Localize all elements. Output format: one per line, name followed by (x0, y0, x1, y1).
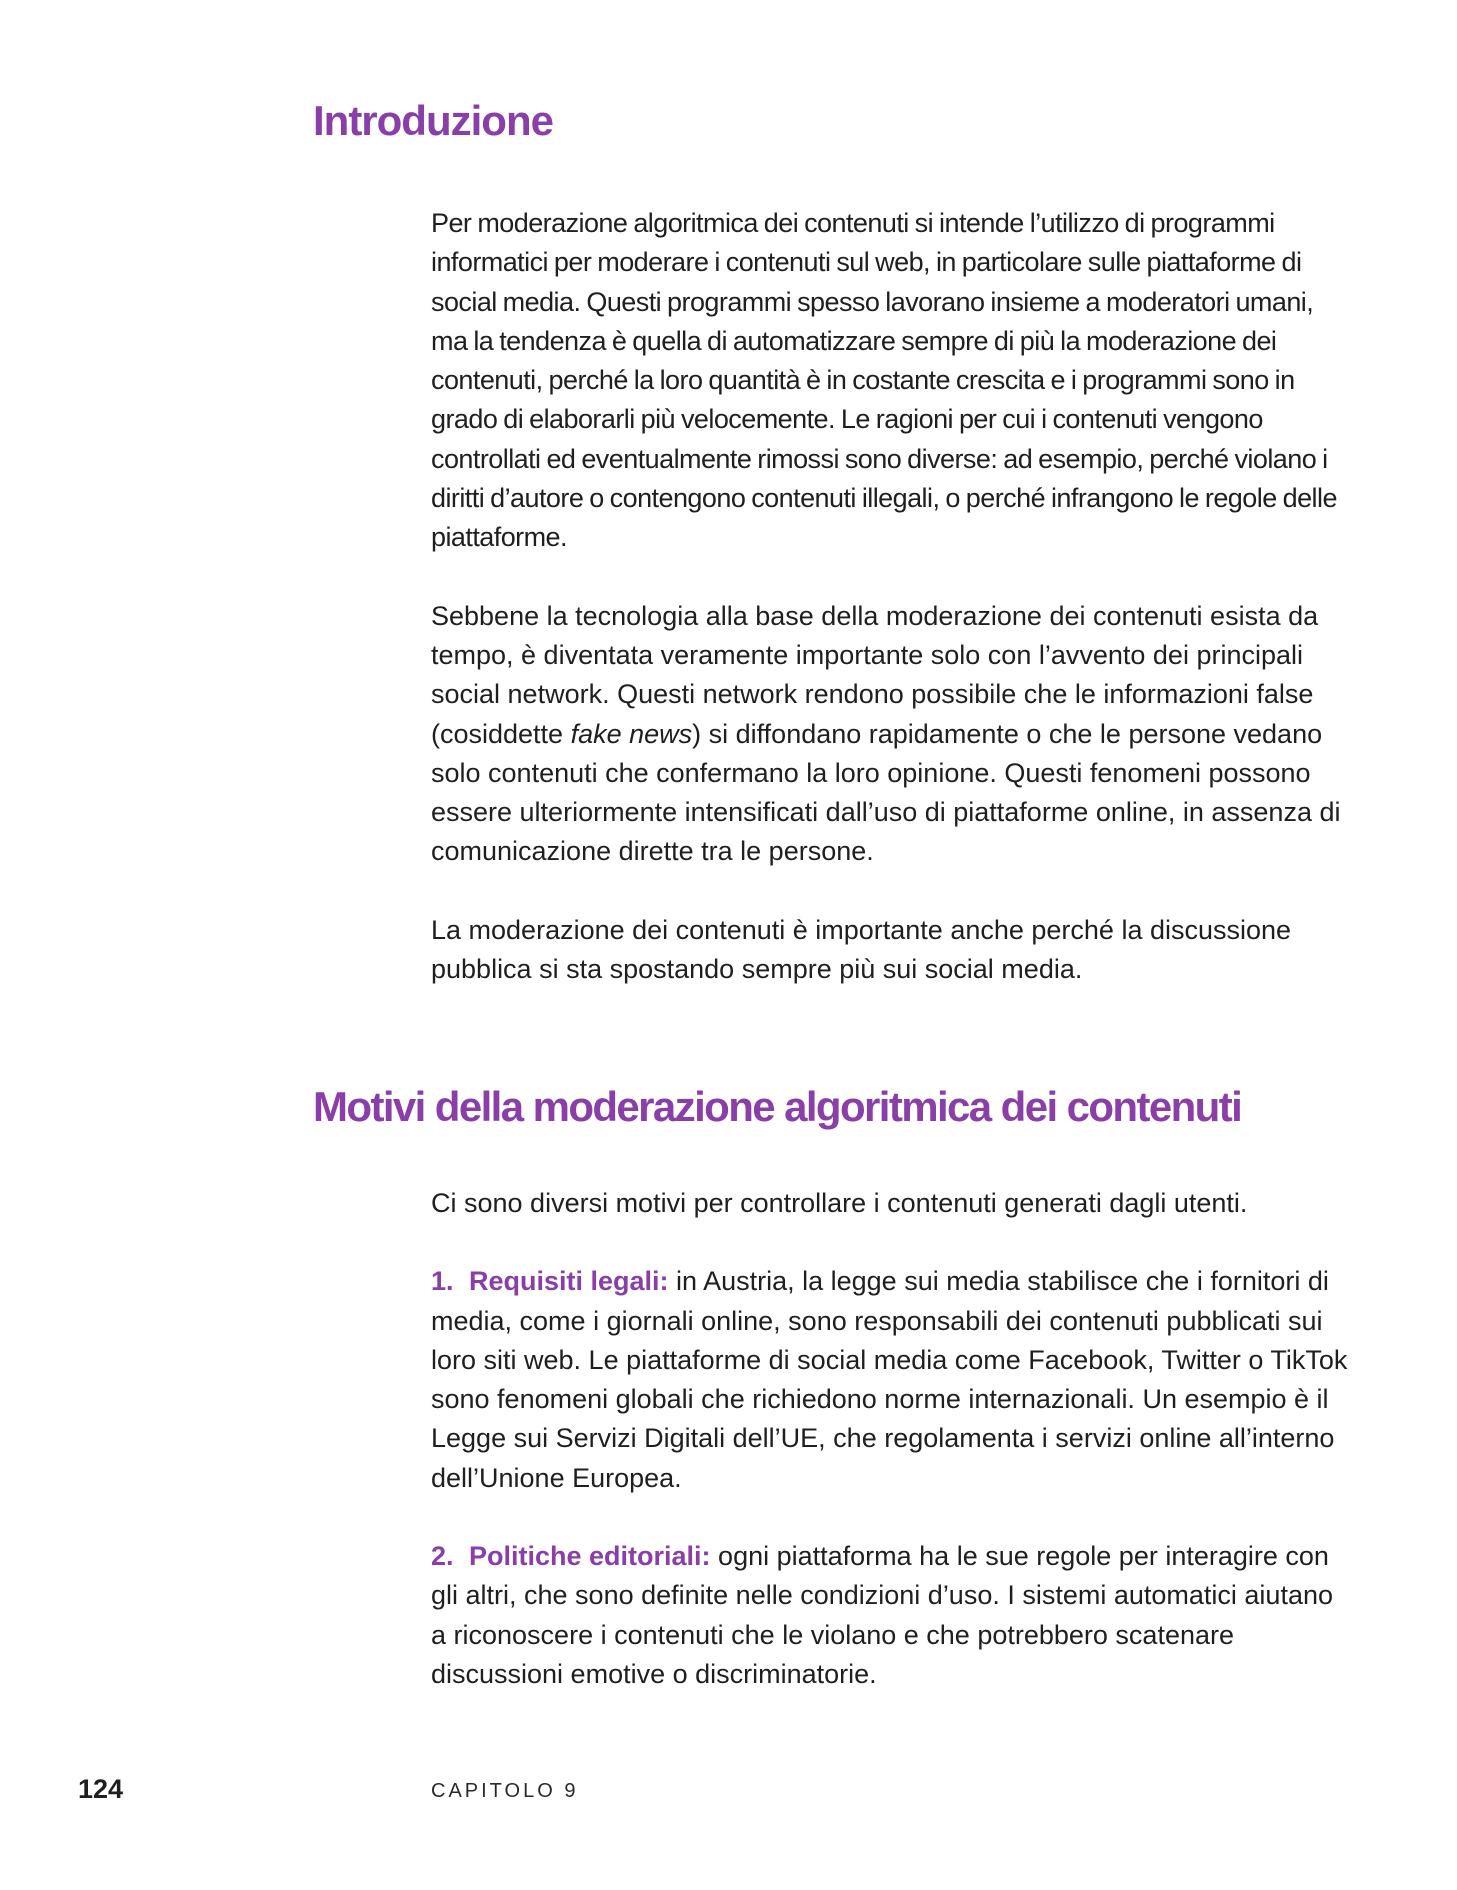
list-item-politiche-editoriali (431, 1537, 1351, 1694)
list-item-text: ogni piattaforma ha le sue regole per interagire con gli altri, che sono definite nelle condizioni d’uso. I sistemi automatici aiutano a riconoscere i contenuti che le violano e che potrebbero scatenare discussioni emotive o discriminatorie. (431, 1541, 1333, 1689)
list-number: 2. (431, 1541, 454, 1572)
motivi-intro-paragraph: Ci sono diversi motivi per controllare i contenuti generati dagli utenti. (431, 1188, 1248, 1218)
section-heading-introduzione: Introduzione (313, 97, 553, 144)
intro-paragraph-3: La moderazione dei contenuti è importante anche perché la discussione pubblica si sta spostando sempre più sui social media. (431, 914, 1292, 985)
section-heading-motivi: Motivi della moderazione algoritmica dei contenuti (313, 1083, 1242, 1130)
list-number: 1. (431, 1266, 454, 1297)
chapter-label: CAPITOLO 9 (431, 1780, 579, 1802)
list-item-text: in Austria, la legge sui media stabilisce che i fornitori di media, come i giornali online, sono responsabili dei contenuti pubblicati sui loro siti web. Le piattaforme di social media come Facebook, Twitter o TikTok sono fenomeni globali che richiedono norme internazionali. Un esempio è il Legge sui Servizi Digitali dell’UE, che regolamenta i servizi online all’interno dell’Unione Europea. (431, 1266, 1348, 1493)
page-number: 124 (78, 1774, 124, 1804)
intro-paragraph-1: Per moderazione algoritmica dei contenuti si intende l’utilizzo di programmi informatici per moderare i contenuti sul web, in particolare sulle piattaforme di social media. Questi programmi spesso lavorano insieme a moderatori umani, ma la tendenza è quella di automatizzare sempre di più la moderazione dei contenuti, perché la loro quantità è in costante crescita e i programmi sono in grado di elaborarli più velocemente. Le ragioni per cui i contenuti vengono controllati ed eventualmente rimossi sono diverse: ad esempio, perché violano i diritti d’autore o contengono contenuti illegali, o perché infrangono le regole delle piattaforme. (431, 208, 1337, 553)
fake-news-term: fake news (570, 718, 693, 749)
list-item-requisiti-legali (431, 1262, 1351, 1498)
intro-paragraph-2-part-2: ) si diffondano rapidamente o che le persone vedano solo contenuti che confermano la loro opinione. Questi fenomeni possono essere ulteriormente intensificati dall’uso di piattaforme online, in assenza di comunicazione dirette tra le persone. (431, 718, 1341, 867)
list-item-lead: Politiche editoriali: (469, 1541, 711, 1572)
intro-paragraph-2 (431, 597, 1351, 872)
intro-body (431, 204, 1351, 989)
intro-paragraph-2-part-1: Sebbene la tecnologia alla base della moderazione dei contenuti esista da tempo, è diventata veramente importante solo con l’avvento dei principali social network. Questi network rendono possibile che le informazioni false (cosiddette (431, 600, 1319, 749)
motivi-body (431, 1184, 1351, 1694)
list-item-lead: Requisiti legali: (469, 1266, 669, 1297)
